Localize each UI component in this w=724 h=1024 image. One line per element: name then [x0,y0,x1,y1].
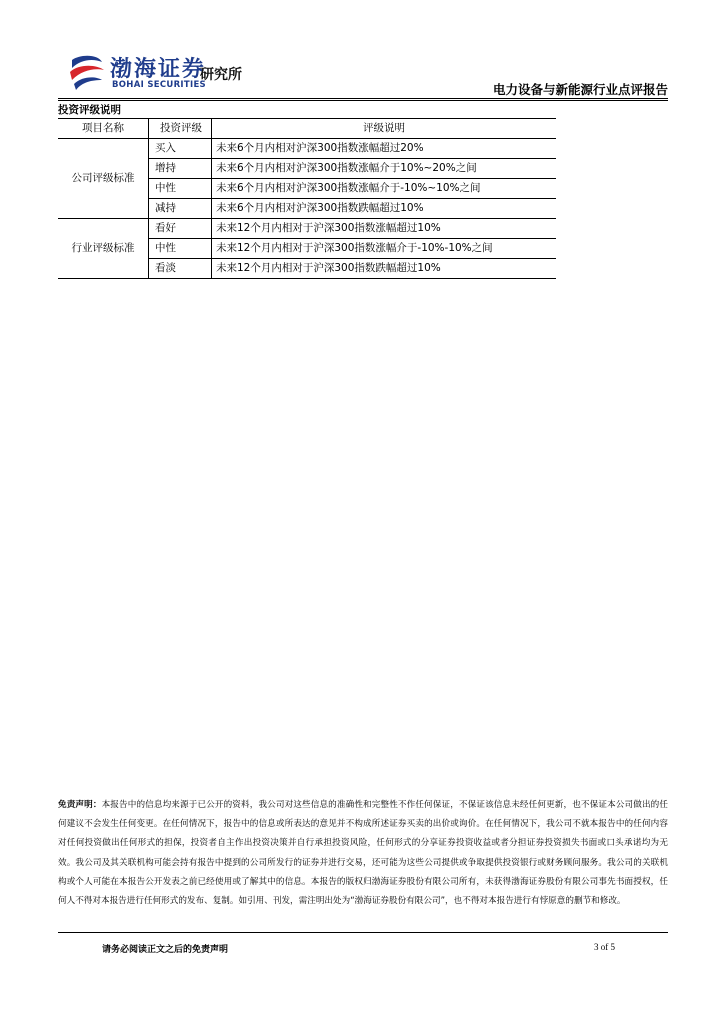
footer-divider [58,932,668,933]
table-row [58,219,556,239]
description-cell: 未来6个月内相对沪深300指数涨幅超过20% [212,139,557,159]
column-header-rating: 投资评级 [149,119,212,139]
description-cell: 未来12个月内相对于沪深300指数涨幅介于-10%-10%之间 [212,239,557,259]
rating-explanation-table [58,118,556,279]
industry-standard-label: 行业评级标准 [58,219,149,279]
footer-disclaimer-note: 请务必阅读正文之后的免责声明 [102,945,229,955]
page-header [58,46,668,100]
rating-cell: 减持 [149,199,212,219]
report-type-title: 电力设备与新能源行业点评报告 [492,82,668,97]
rating-cell: 增持 [149,159,212,179]
description-cell: 未来6个月内相对沪深300指数涨幅介于-10%~10%之间 [212,179,557,199]
disclaimer-paragraph [58,796,668,911]
column-header-item: 项目名称 [58,119,149,139]
rating-cell: 看淡 [149,259,212,279]
rating-cell: 中性 [149,179,212,199]
company-standard-label: 公司评级标准 [58,139,149,219]
header-divider [58,98,668,101]
research-institute-label: 研究所 [200,67,242,83]
description-cell: 未来6个月内相对沪深300指数跌幅超过10% [212,199,557,219]
description-cell: 未来6个月内相对沪深300指数涨幅介于10%~20%之间 [212,159,557,179]
column-header-description: 评级说明 [212,119,557,139]
bohai-logo-icon [68,54,106,90]
disclaimer-text: 本报告中的信息均来源于已公开的资料，我公司对这些信息的准确性和完整性不作任何保证，不保证该信息未经任何更新，也不保证本公司做出的任何建议不会发生任何变更。在任何情况下，报告中的信息或所表达的意见并不构成所述证券买卖的出价或询价。在任何情况下，我公司不就本报告中的任何内容对任何投资做出任何形式的担保，投资者自主作出投资决策并自行承担投资风险，任何形式的分享证券投资收益或者分担证券投资损失书面或口头承诺均为无效。我公司及其关联机构可能会持有报告中提到的公司所发行的证券并进行交易，还可能为这些公司提供或争取提供投资银行或财务顾问服务。我公司的关联机构或个人可能在本报告公开发表之前已经使用或了解其中的信息。本报告的版权归渤海证券股份有限公司所有，未获得渤海证券股份有限公司事先书面授权，任何人不得对本报告进行任何形式的发布、复制。如引用、刊发，需注明出处为“渤海证券股份有限公司”，也不得对本报告进行有悖原意的删节和修改。 [58,800,668,907]
table-header-row [58,119,556,139]
table-row [58,139,556,159]
disclaimer-label: 免责声明： [58,800,102,810]
rating-cell: 看好 [149,219,212,239]
description-cell: 未来12个月内相对于沪深300指数跌幅超过10% [212,259,557,279]
logo-chinese-name: 渤海证券 [110,56,207,82]
rating-cell: 买入 [149,139,212,159]
rating-cell: 中性 [149,239,212,259]
description-cell: 未来12个月内相对于沪深300指数涨幅超过10% [212,219,557,239]
page-number: 3 of 5 [594,942,615,952]
logo-english-name: BOHAI SECURITIES [112,80,206,90]
section-title: 投资评级说明 [58,104,121,116]
